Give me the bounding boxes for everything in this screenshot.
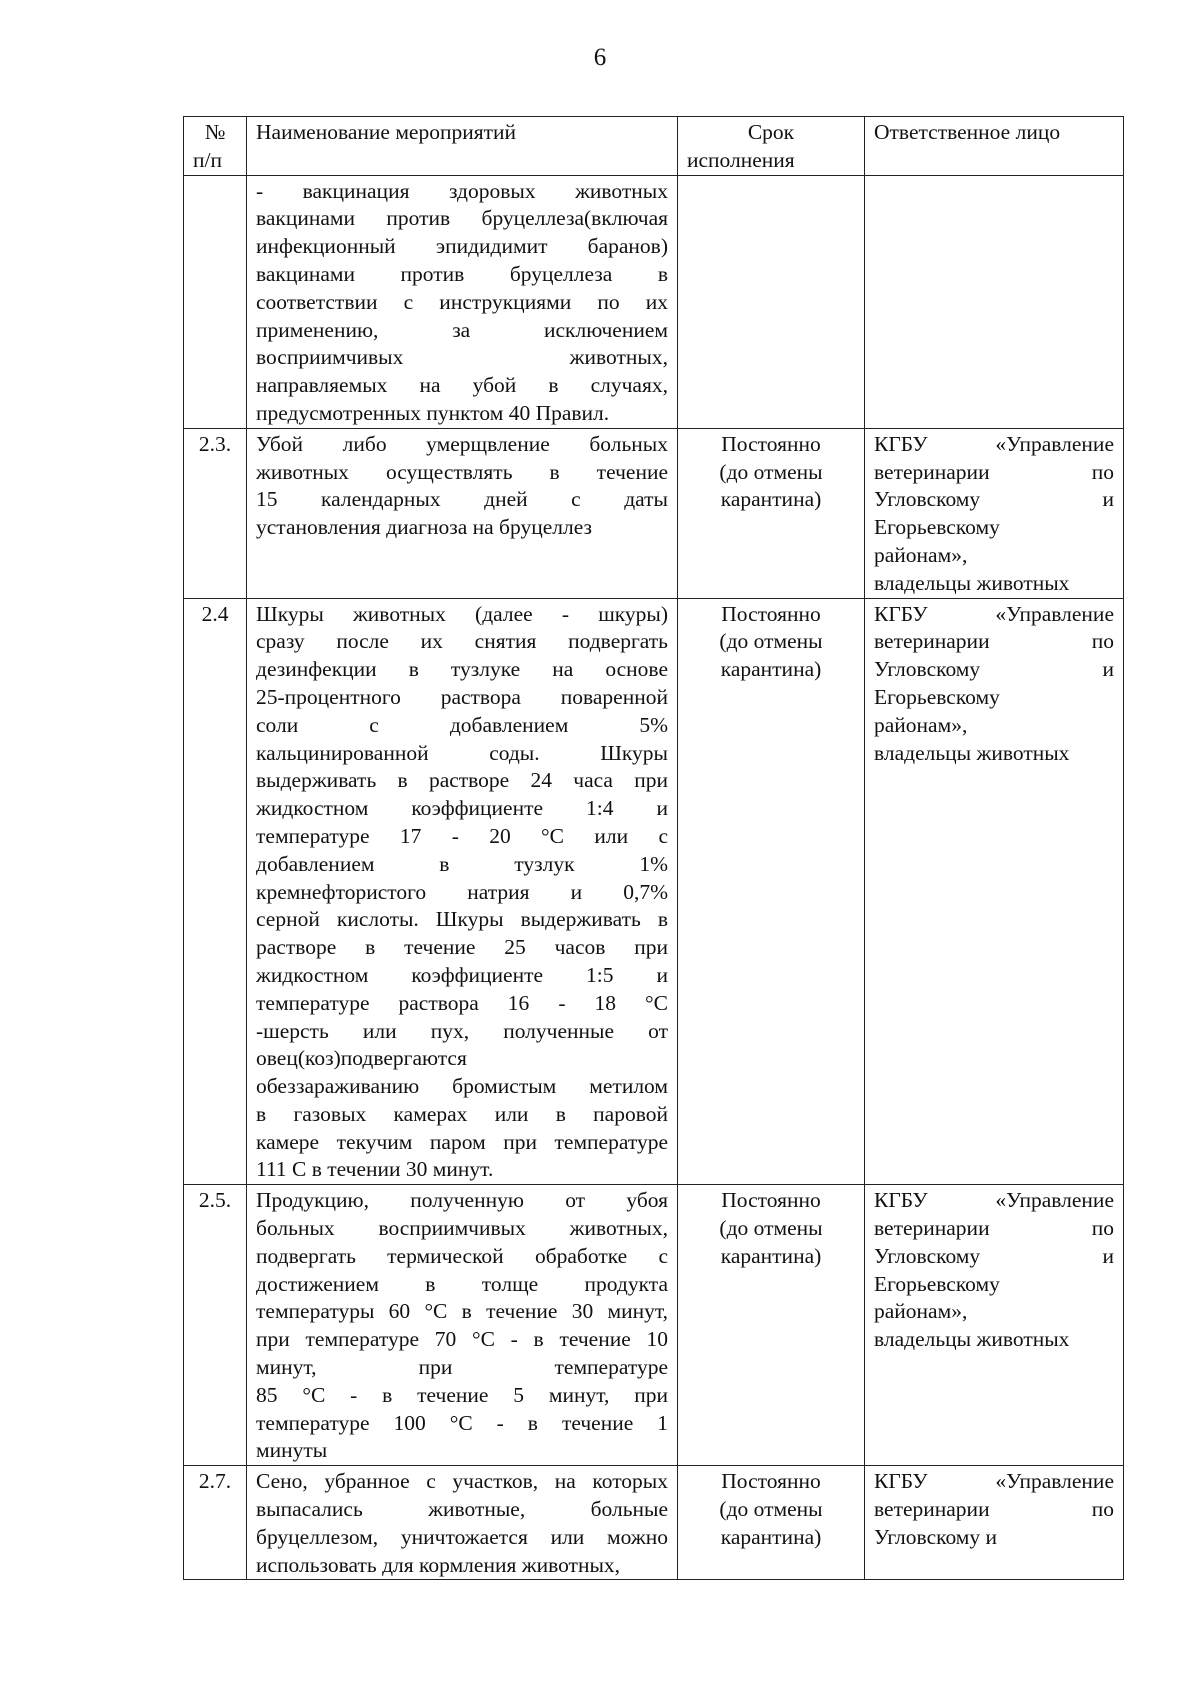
- text-line: кальцинированной соды. Шкуры: [256, 740, 668, 765]
- text-line: владельцы животных: [874, 1327, 1070, 1352]
- table-row: [184, 1466, 1124, 1580]
- text-line: направляемых на убой в случаях,: [256, 373, 668, 398]
- text-line: минуты: [256, 1438, 328, 1463]
- text-line: владельцы животных: [874, 570, 1070, 595]
- text-line: установления диагноза на бруцеллез: [256, 515, 593, 540]
- table-header-row: [184, 117, 1124, 176]
- measure-description: [247, 175, 678, 428]
- text-line: соответствии с инструкциями по их: [256, 289, 668, 314]
- table-row: [184, 175, 1124, 428]
- text-line: ветеринарии по: [874, 459, 1114, 484]
- text-line: 85 °С - в течение 5 минут, при: [256, 1382, 668, 1407]
- execution-term: [678, 1466, 865, 1580]
- text-line: Убой либо умерщвление больных: [256, 431, 668, 456]
- text-line: вакцинами против бруцеллеза в: [256, 261, 668, 286]
- text-line: соли с добавлением 5%: [256, 712, 668, 737]
- measure-description: [247, 428, 678, 598]
- text-line: КГБУ «Управление: [874, 431, 1114, 456]
- text-line: (до отмены: [719, 1216, 823, 1241]
- text-line: инфекционный эпидидимит баранов): [256, 234, 668, 259]
- responsible-person: [865, 598, 1124, 1185]
- text-line: достижением в толще продукта: [256, 1271, 668, 1296]
- text-line: - вакцинация здоровых животных: [256, 178, 668, 203]
- row-number: [184, 175, 247, 428]
- text-line: больных восприимчивых животных,: [256, 1216, 668, 1241]
- text-line: исполнения: [687, 147, 795, 172]
- text-line: ветеринарии по: [874, 1216, 1114, 1241]
- text-line: Егорьевскому: [874, 684, 1000, 709]
- text-line: кремнефтористого натрия и 0,7%: [256, 879, 668, 904]
- table-row: [184, 428, 1124, 598]
- text-line: районам»,: [874, 712, 968, 737]
- responsible-person: [865, 428, 1124, 598]
- text-line: КГБУ «Управление: [874, 601, 1114, 626]
- text-line: Угловскому и: [874, 1524, 998, 1549]
- text-line: дезинфекции в тузлуке на основе: [256, 657, 668, 682]
- text-line: Сено, убранное с участков, на которых: [256, 1469, 668, 1494]
- execution-term: [678, 428, 865, 598]
- responsible-person: [865, 1185, 1124, 1466]
- text-line: КГБУ «Управление: [874, 1188, 1114, 1213]
- text-line: 25-процентного раствора поваренной: [256, 684, 668, 709]
- text-line: карантина): [720, 1243, 822, 1268]
- text-line: владельцы животных: [874, 740, 1070, 765]
- text-line: Шкуры животных (далее - шкуры): [256, 601, 668, 626]
- text-line: карантина): [720, 1524, 822, 1549]
- text-line: Угловскому и: [874, 1243, 1114, 1268]
- text-line: выпасались животные, больные: [256, 1497, 668, 1522]
- text-line: Постоянно: [721, 431, 821, 456]
- text-line: п/п: [193, 147, 222, 172]
- text-line: использовать для кормления животных,: [256, 1552, 621, 1577]
- text-line: Егорьевскому: [874, 515, 1000, 540]
- text-line: температуре раствора 16 - 18 °С: [256, 990, 668, 1015]
- text-line: овец(коз)подвергаются: [256, 1046, 467, 1071]
- text-line: жидкостном коэффициенте 1:5 и: [256, 962, 668, 987]
- row-number: 2.5.: [184, 1185, 247, 1466]
- text-line: восприимчивых животных,: [256, 345, 668, 370]
- text-line: -шерсть или пух, полученные от: [256, 1018, 668, 1043]
- row-number: 2.4: [184, 598, 247, 1185]
- text-line: 111 С в течении 30 минут.: [256, 1157, 494, 1182]
- text-line: Наименование мероприятий: [256, 120, 517, 144]
- text-line: Угловскому и: [874, 487, 1114, 512]
- header-responsible: [865, 117, 1124, 176]
- text-line: ветеринарии по: [874, 629, 1114, 654]
- text-line: Постоянно: [721, 601, 821, 626]
- text-line: обеззараживанию бромистым метилом: [256, 1074, 668, 1099]
- execution-term: [678, 1185, 865, 1466]
- row-number: 2.3.: [184, 428, 247, 598]
- measure-description: [247, 1185, 678, 1466]
- text-line: минут, при температуре: [256, 1355, 668, 1380]
- execution-term: [678, 175, 865, 428]
- text-line: предусмотренных пунктом 40 Правил.: [256, 400, 610, 425]
- text-line: Егорьевскому: [874, 1271, 1000, 1296]
- text-line: вакцинами против бруцеллеза(включая: [256, 206, 668, 231]
- text-line: карантина): [720, 657, 822, 682]
- text-line: жидкостном коэффициенте 1:4 и: [256, 796, 668, 821]
- table-row: [184, 598, 1124, 1185]
- text-line: в газовых камерах или в паровой: [256, 1101, 668, 1126]
- execution-term: [678, 598, 865, 1185]
- page-number: 6: [593, 44, 607, 71]
- text-line: №: [204, 120, 226, 144]
- text-line: камере текучим паром при температуре: [256, 1129, 668, 1154]
- text-line: температуре 100 °С - в течение 1: [256, 1410, 668, 1435]
- text-line: (до отмены: [719, 1497, 823, 1522]
- text-line: 15 календарных дней с даты: [256, 487, 668, 512]
- responsible-person: [865, 175, 1124, 428]
- responsible-person: [865, 1466, 1124, 1580]
- text-line: применению, за исключением: [256, 317, 668, 342]
- text-line: добавлением в тузлук 1%: [256, 851, 668, 876]
- text-line: (до отмены: [719, 459, 823, 484]
- text-line: Постоянно: [721, 1188, 821, 1213]
- text-line: ветеринарии по: [874, 1497, 1114, 1522]
- row-number: 2.7.: [184, 1466, 247, 1580]
- text-line: сразу после их снятия подвергать: [256, 629, 668, 654]
- text-line: при температуре 70 °С - в течение 10: [256, 1327, 668, 1352]
- header-term: [678, 117, 865, 176]
- text-line: районам»,: [874, 542, 968, 567]
- header-name: [247, 117, 678, 176]
- text-line: Угловскому и: [874, 657, 1114, 682]
- text-line: температуры 60 °С в течение 30 минут,: [256, 1299, 668, 1324]
- measures-table: [183, 116, 1124, 1580]
- text-line: Срок: [747, 120, 795, 144]
- text-line: Продукцию, полученную от убоя: [256, 1188, 668, 1213]
- text-line: КГБУ «Управление: [874, 1469, 1114, 1494]
- text-line: выдерживать в растворе 24 часа при: [256, 768, 668, 793]
- header-num: [184, 117, 247, 176]
- text-line: бруцеллезом, уничтожается или можно: [256, 1524, 668, 1549]
- measure-description: [247, 1466, 678, 1580]
- text-line: Постоянно: [721, 1469, 821, 1494]
- text-line: Ответственное лицо: [874, 120, 1061, 144]
- text-line: растворе в течение 25 часов при: [256, 935, 668, 960]
- text-line: карантина): [720, 487, 822, 512]
- table-row: [184, 1185, 1124, 1466]
- text-line: районам»,: [874, 1299, 968, 1324]
- measure-description: [247, 598, 678, 1185]
- text-line: серной кислоты. Шкуры выдерживать в: [256, 907, 668, 932]
- text-line: (до отмены: [719, 629, 823, 654]
- text-line: животных осуществлять в течение: [256, 459, 668, 484]
- text-line: подвергать термической обработке с: [256, 1243, 668, 1268]
- text-line: температуре 17 - 20 °С или с: [256, 823, 668, 848]
